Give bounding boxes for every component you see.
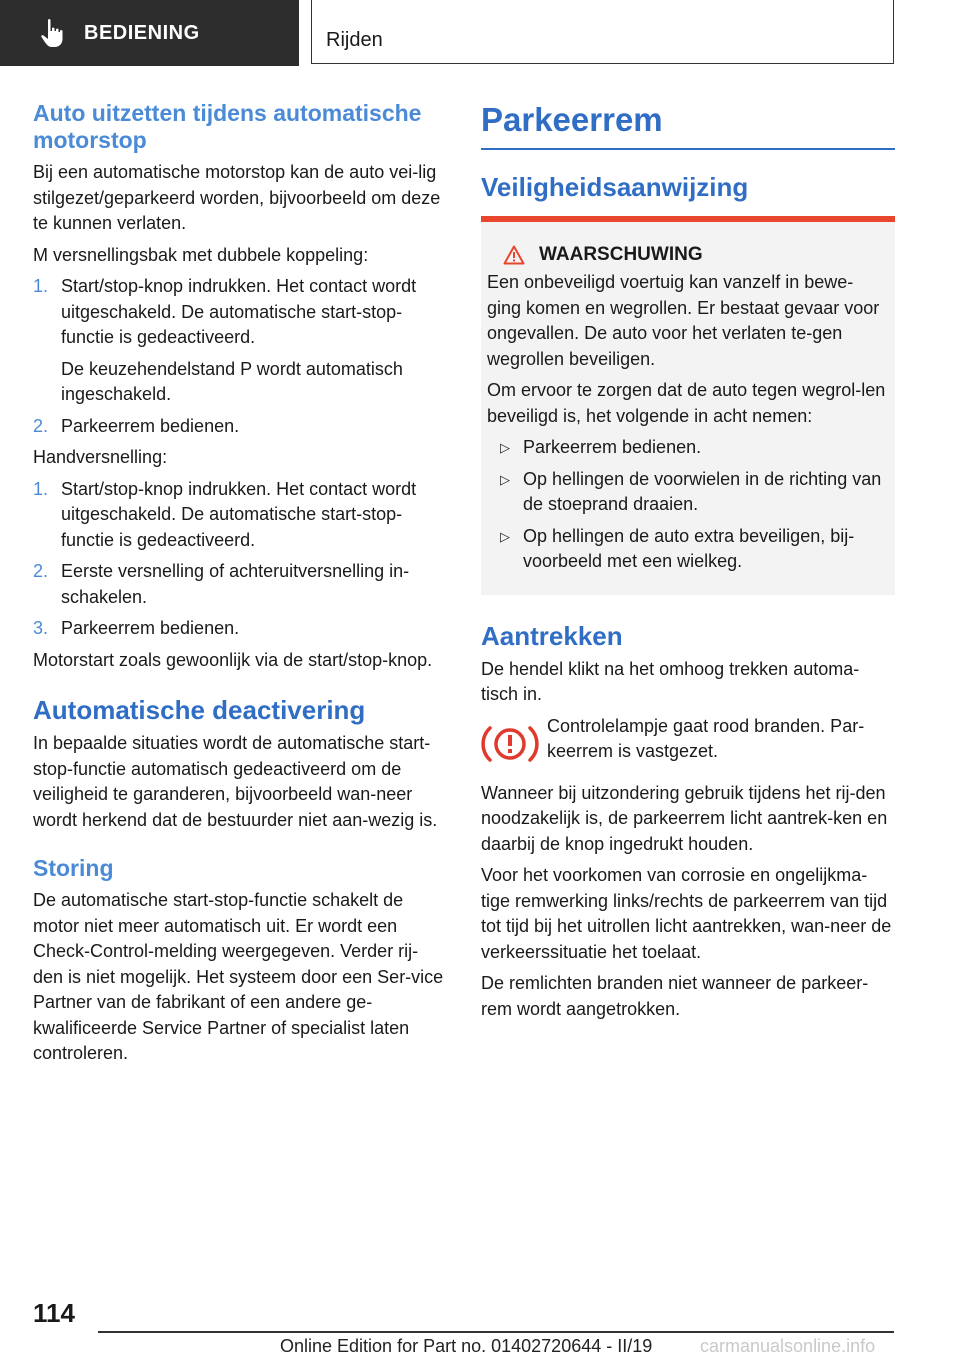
list-text: Parkeerrem bedienen.	[61, 618, 240, 638]
list-number: 2.	[33, 415, 49, 436]
watermark: carmanualsonline.info	[700, 1336, 876, 1356]
paragraph: De hendel klikt na het omhoog trekken automa-tisch in.	[481, 658, 860, 704]
section-tab	[0, 0, 299, 66]
warning-header	[487, 244, 887, 266]
chapter-tab	[311, 0, 894, 64]
warning-triangle-icon	[503, 245, 525, 265]
heading-automatische-deactivering: Automatische deactivering	[33, 695, 366, 725]
list-number: 2.	[33, 561, 49, 581]
bullet-item	[487, 435, 887, 461]
paragraph: In bepaalde situaties wordt de automatische start-stop-functie automatisch gedeactiveerd om de veiligheid te garanderen, bijvoorbeeld wan-neer wordt herkend dat de bestuurder niet aan-wezig is.	[33, 733, 438, 830]
bullet-text: Op hellingen de auto extra beveiligen, bij-voorbeeld met een wielkeg.	[523, 525, 855, 571]
list-item	[33, 616, 448, 642]
warning-paragraph: Om ervoor te zorgen dat de auto tegen wegrol-len beveiligd is, het volgende in acht nemen:	[487, 380, 886, 426]
heading-auto-uitzetten: Auto uitzetten tijdens automatische motorstop	[33, 100, 422, 153]
list-number: 1.	[33, 276, 49, 296]
heading-veiligheidsaanwijzing: Veiligheidsaanwijzing	[481, 172, 749, 202]
parking-brake-warning-icon	[481, 714, 547, 769]
bullet-text: Parkeerrem bedienen.	[523, 437, 702, 457]
heading-underline	[481, 148, 895, 150]
heading-storing: Storing	[33, 855, 114, 881]
list-number: 3.	[33, 618, 49, 638]
left-column	[33, 100, 448, 1073]
indicator-lamp-row	[481, 714, 895, 769]
paragraph: De automatische start-stop-functie schakelt de motor niet meer automatisch uit. Er wordt een Check-Control-melding weergegeven. Verder rij-den is niet mogelijk. Het systeem door een Ser-vice Partner van de fabrikant of een andere ge-kwalificeerde Service Partner of specialist laten controleren.	[33, 890, 444, 1063]
triangle-bullet-icon: ▷	[500, 528, 510, 544]
paragraph: Wanneer bij uitzondering gebruik tijdens het rij-den noodzakelijk is, de parkeerrem licht aantrek-ken en daarbij de knop ingedrukt houden.	[481, 782, 888, 854]
list-text: Eerste versnelling of achteruitversnelling in-schakelen.	[61, 561, 410, 607]
heading-aantrekken: Aantrekken	[481, 620, 623, 651]
list-number: 1.	[33, 478, 49, 499]
list-text: Parkeerrem bedienen.	[61, 415, 240, 436]
warning-label: WAARSCHUWING	[539, 244, 703, 265]
list-text: Start/stop-knop indrukken. Het contact wordt uitgeschakeld. De automatische start-stop-functie is gedeactiveerd.	[61, 478, 417, 550]
list-text: Start/stop-knop indrukken. Het contact wordt uitgeschakeld. De automatische start-stop-functie is gedeactiveerd.	[61, 276, 417, 347]
warning-paragraph: Een onbeveiligd voertuig kan vanzelf in bewe-ging komen en wegrollen. Er bestaat gevaar voor ongevallen. De auto voor het verlaten te-gen wegrollen beveiligen.	[487, 272, 880, 369]
page-header	[0, 0, 960, 66]
numbered-list	[33, 477, 448, 642]
footer-edition: Online Edition for Part no. 01402720644 - II/19	[280, 1336, 653, 1356]
paragraph: Motorstart zoals gewoonlijk via de start/stop-knop.	[33, 649, 433, 670]
triangle-bullet-icon: ▷	[500, 471, 510, 487]
bullet-item	[487, 524, 887, 575]
paragraph: Voor het voorkomen van corrosie en ongelijkma-tige remwerking links/rechts de parkeerrem van tijd tot tijd bij het uitrollen licht aantrekken, wan-neer de verkeerssituatie het toelaat.	[481, 865, 892, 962]
page-number: 114	[33, 1298, 75, 1328]
indicator-lamp-text: Controlelampje gaat rood branden. Par-keerrem is vastgezet.	[547, 715, 865, 761]
triangle-bullet-icon: ▷	[500, 440, 510, 455]
right-column	[481, 100, 895, 1028]
bullet-item	[487, 467, 887, 518]
warning-box	[481, 222, 895, 595]
paragraph: De remlichten branden niet wanneer de parkeer-rem wordt aangetrokken.	[481, 973, 869, 1019]
section-tab-label: BEDIENING	[84, 21, 200, 44]
list-item	[33, 414, 448, 440]
list-item	[33, 274, 448, 351]
list-item	[33, 477, 448, 554]
numbered-list	[33, 274, 448, 439]
heading-parkeerrem: Parkeerrem	[481, 101, 663, 138]
paragraph: Handversnelling:	[33, 447, 168, 467]
list-item	[33, 559, 448, 610]
chapter-tab-label: Rijden	[326, 29, 383, 51]
footer-divider	[98, 1331, 894, 1333]
list-sub-text: De keuzehendelstand P wordt automatisch ingeschakeld.	[61, 358, 403, 404]
hand-pointer-icon	[40, 18, 66, 48]
bullet-text: Op hellingen de voorwielen in de richting van de stoeprand draaien.	[523, 468, 882, 514]
paragraph: M versnellingsbak met dubbele koppeling:	[33, 244, 369, 265]
paragraph: Bij een automatische motorstop kan de auto vei-lig stilgezet/geparkeerd worden, bijvoorbeeld om deze te kunnen verlaten.	[33, 162, 441, 233]
